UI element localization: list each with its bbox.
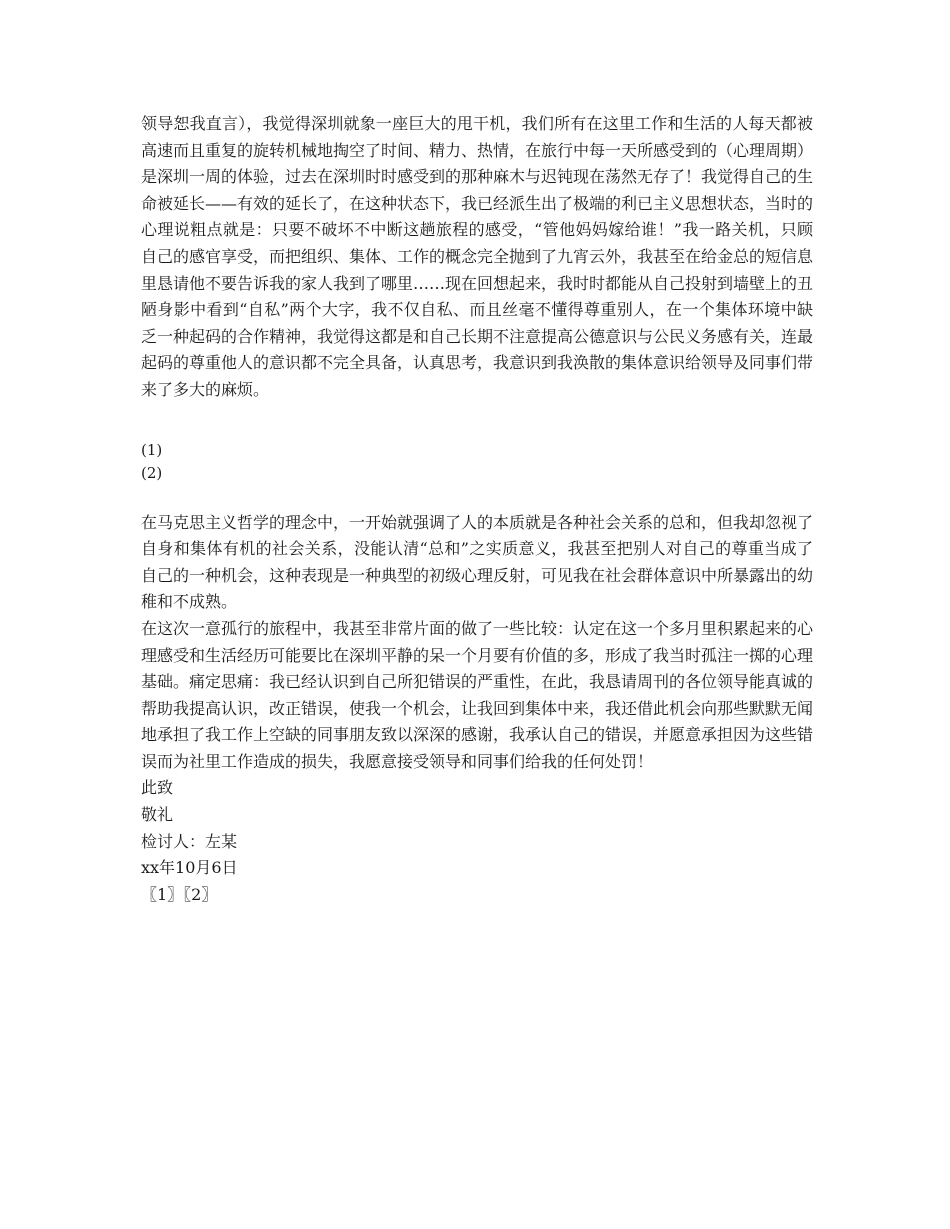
closing-salutation: 此致 (141, 778, 174, 798)
list-marker: (1) (141, 440, 163, 459)
spacer (141, 485, 813, 510)
body-paragraph: 在马克思主义哲学的理念中，一开始就强调了人的本质就是各种社会关系的总和，但我却忽视了自身和集体有机的社会关系，没能认清“总和”之实质意义，我甚至把别人对自己的尊重当成了自己的一种机会，这种表现是一种典型的初级心理反射，可见我在社会群体意识中所暴露出的幼稚和不成熟。 (141, 512, 814, 612)
page-links[interactable]: 〖1〗〖2〗 (141, 884, 218, 904)
signature: 检讨人：左某 (141, 831, 238, 851)
spacer (141, 404, 813, 439)
body-paragraph: 在这次一意孤行的旅程中，我甚至非常片面的做了一些比较：认定在这一个多月里积累起来的心理感受和生活经历可能要比在深圳平静的呆一个月要有价值的多，形成了我当时孤注一掷的心理基础。痛定思痛：我已经认识到自己所犯错误的严重性，在此，我恳请周刊的各位领导能真诚的帮助我提高认识，改正错误，使我一个机会，让我回到集体中来，我还借此机会向那些默默无闻地承担了我工作上空缺的同事朋友致以深深的感谢，我承认自己的错误，并愿意承担因为这些错误而为社里工作造成的损失，我愿意接受领导和同事们给我的任何处罚！ (141, 618, 814, 771)
closing-regards: 敬礼 (141, 805, 174, 825)
body-paragraph: 领导恕我直言），我觉得深圳就象一座巨大的甩干机，我们所有在这里工作和生活的人每天都被高速而且重复的旋转机械地掏空了时间、精力、热情，在旅行中每一天所感受到的（心理周期）是深圳一周的体验，过去在深圳时时感受到的那种麻木与迟钝现在荡然无存了！我觉得自己的生命被延长——有效的延长了，在这种状态下，我已经派生出了极端的利已主义思想状态，当时的心理说粗点就是：只要不破坏不中断这趟旅程的感受，“管他妈妈嫁给谁！”我一路关机，只顾自己的感官享受，而把组织、集体、工作的概念完全抛到了九宵云外，我甚至在给金总的短信息里恳请他不要告诉我的家人我到了哪里……现在回想起来，我时时都能从自己投射到墙壁上的丑陋身影中看到“自私”两个大字，我不仅自私、而且丝毫不懂得尊重别人，在一个集体环境中缺乏一种起码的合作精神，我觉得这都是和自己长期不注意提高公德意识与公民义务感有关，连最起码的尊重他人的意识都不完全具备，认真思考，我意识到我涣散的集体意识给领导及同事们带来了多大的麻烦。 (141, 114, 814, 399)
date: xx年10月6日 (141, 858, 238, 878)
list-marker: (2) (141, 463, 163, 482)
document-page (141, 111, 813, 908)
